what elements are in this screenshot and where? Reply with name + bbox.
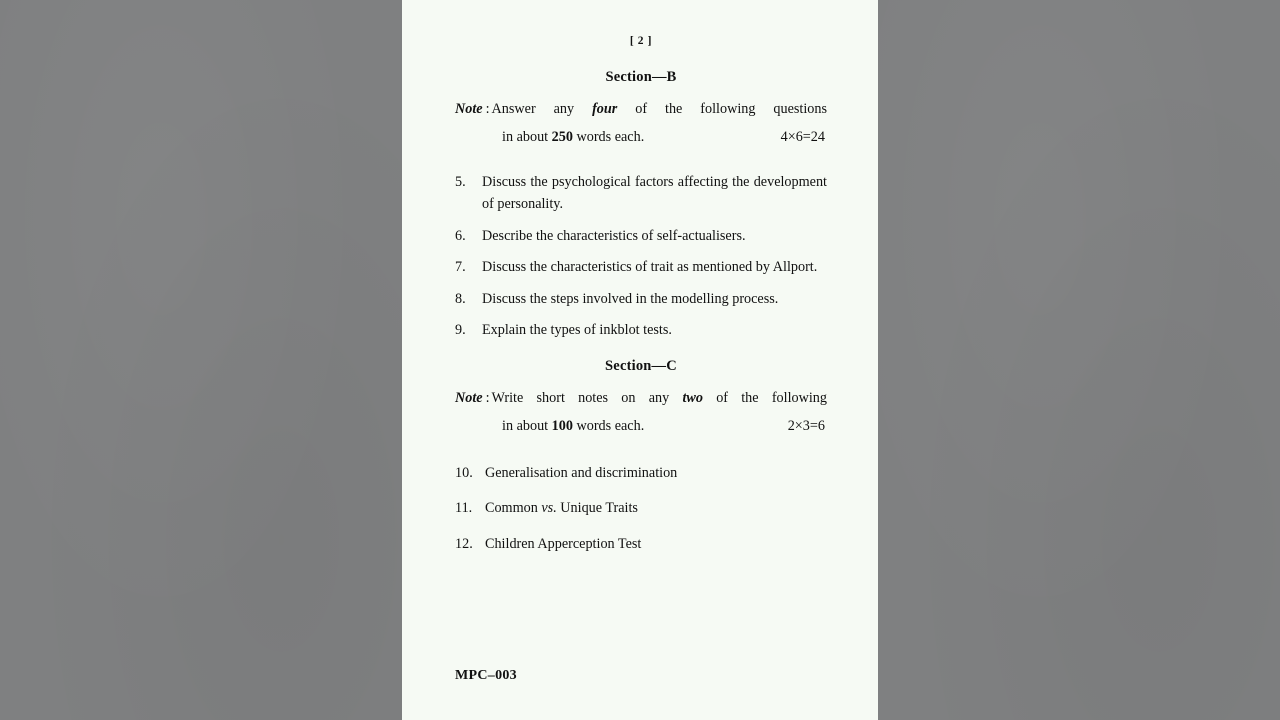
- backdrop-right: [878, 0, 1280, 720]
- question-text: [485, 498, 827, 520]
- question-number: 7.: [455, 259, 466, 276]
- section-c-heading: Section—C: [605, 357, 677, 374]
- section-c-note-pre: Write short notes on any: [491, 390, 683, 407]
- question-number: 8.: [455, 290, 466, 307]
- question-text: Discuss the psychological factors affecting the development of personality.: [482, 174, 827, 212]
- section-c-question-list: [455, 463, 827, 556]
- question-number: 10.: [455, 464, 473, 481]
- question-text: [485, 463, 827, 485]
- list-item: [455, 289, 827, 311]
- section-b-note-post: of the following questions: [617, 101, 827, 117]
- list-item: [455, 257, 827, 279]
- question-number: 5.: [455, 174, 466, 191]
- backdrop-left: [0, 0, 402, 720]
- section-c-marks: 2×3=6: [787, 418, 825, 435]
- section-c-word-count: 100: [551, 418, 573, 435]
- course-code: MPC–003: [455, 668, 517, 683]
- list-item: [455, 498, 827, 520]
- document-page: [402, 0, 878, 720]
- question-number: 12.: [455, 535, 473, 552]
- section-c-note-label: Note: [455, 390, 483, 407]
- section-b-note-emphasis: four: [592, 101, 618, 117]
- question-text: Describe the characteristics of self-actualisers.: [482, 227, 746, 244]
- section-c-note-colon: :: [485, 390, 490, 407]
- section-b-note: [455, 96, 827, 151]
- section-b-note-label: Note: [455, 101, 483, 117]
- section-b-note-colon: :: [485, 101, 490, 117]
- question-text-italic: vs.: [541, 500, 557, 517]
- question-text: Explain the types of inkblot tests.: [482, 322, 672, 339]
- section-c-note-text: [492, 385, 827, 413]
- section-c-note-line2: [502, 413, 644, 441]
- question-text: Discuss the steps involved in the modelling process.: [482, 290, 779, 307]
- section-c-note2-post: words each.: [572, 418, 645, 435]
- question-number: 9.: [455, 322, 466, 339]
- section-b-heading: Section—B: [605, 68, 677, 85]
- section-b-note2-pre: in about: [502, 128, 552, 145]
- section-b-marks: 4×6=24: [780, 128, 825, 145]
- section-b-note-line2: [502, 124, 644, 152]
- question-number: 11.: [455, 500, 473, 517]
- section-c-note: [455, 385, 827, 440]
- question-text-pre: Generalisation and discrimination: [485, 464, 678, 481]
- question-text-pre: Children Apperception Test: [485, 535, 642, 552]
- list-item: [455, 320, 827, 342]
- section-b-word-count: 250: [551, 128, 573, 145]
- section-b-note-pre: Answer any: [491, 101, 593, 117]
- section-b-question-list: [455, 172, 827, 341]
- section-c-note-post: of the following: [702, 390, 827, 407]
- section-c-note2-pre: in about: [502, 418, 552, 435]
- list-item: [455, 226, 827, 248]
- section-c-note-emphasis: two: [682, 390, 703, 407]
- section-b-note-text: [492, 96, 827, 124]
- question-text-pre: Common: [485, 500, 542, 517]
- question-text: Discuss the characteristics of trait as mentioned by Allport.: [482, 259, 818, 276]
- page-number: [ 2 ]: [629, 35, 653, 47]
- question-text-post: Unique Traits: [556, 500, 638, 517]
- list-item: [455, 534, 827, 556]
- question-text: [485, 534, 827, 556]
- list-item: [455, 172, 827, 215]
- section-b-note2-post: words each.: [572, 128, 645, 145]
- question-number: 6.: [455, 227, 466, 244]
- list-item: [455, 463, 827, 485]
